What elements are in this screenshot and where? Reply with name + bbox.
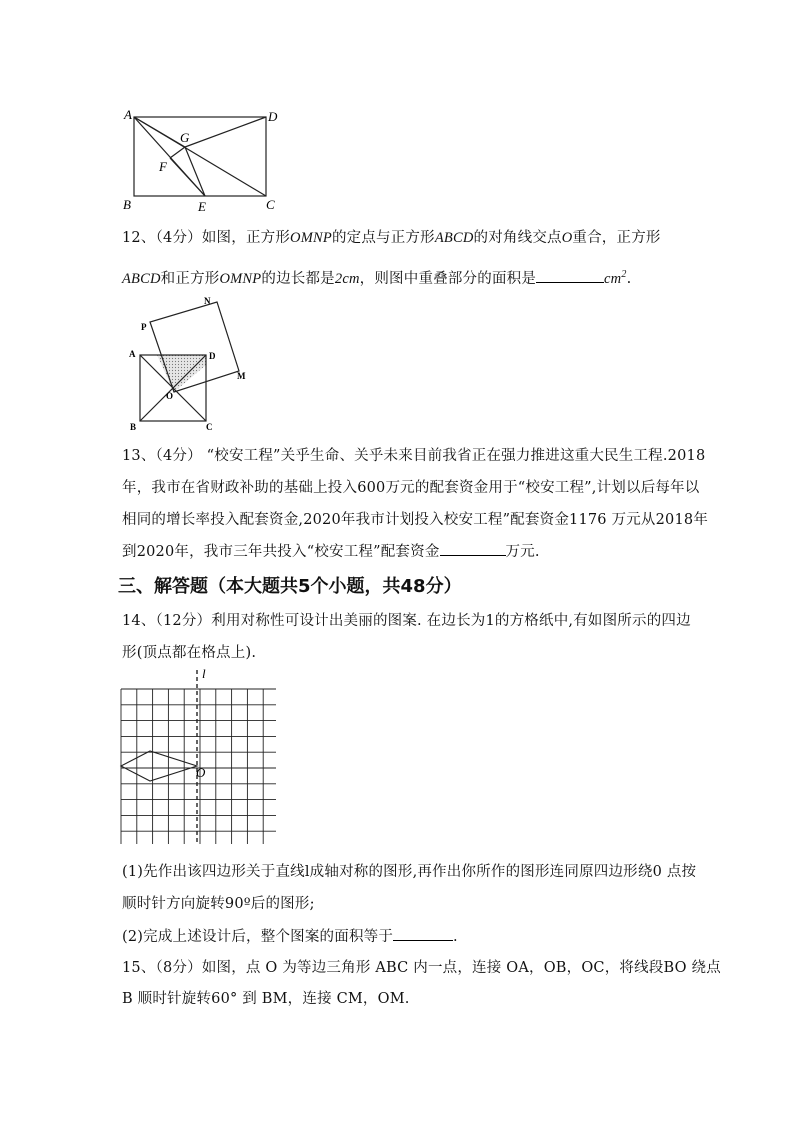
section-heading: 三、解答题（本大题共5个小题，共48分） <box>118 576 462 597</box>
label-f: F <box>159 159 167 174</box>
answer-blank[interactable] <box>536 268 604 283</box>
figure-overlapping-squares <box>120 292 260 438</box>
figure-grid <box>116 664 276 844</box>
label-n: N <box>204 296 211 306</box>
label-b: B <box>123 197 131 212</box>
q12-text: 的对角线交点 <box>473 230 562 246</box>
q12-text: 的边长都是 <box>261 270 335 287</box>
label-a: A <box>124 107 132 122</box>
label-d: D <box>268 109 278 124</box>
q12-number: 12、 <box>122 230 156 246</box>
q14-line-2: 形(顶点都在格点上). <box>122 645 257 661</box>
figure-rectangle-abcd <box>118 104 288 216</box>
q13-text: 到2020年，我市三年共投入“校安工程”配套资金 <box>122 544 440 560</box>
q12-text: 的定点与正方形 <box>331 230 435 246</box>
answer-blank[interactable] <box>440 541 506 556</box>
q12-abcd: ABCD <box>122 270 161 287</box>
q12-o: O <box>561 230 573 246</box>
q12-omnp: OMNP <box>219 270 262 287</box>
label-m: M <box>237 371 246 381</box>
label-o: O <box>166 391 174 401</box>
q12-unit: cm <box>604 270 622 287</box>
q13-line-3: 相同的增长率投入配套资金,2020年我市计划投入校安工程”配套资金1176 万元从2018年 <box>122 512 709 528</box>
q13-line-1: 13、（4分） “校安工程”关乎生命、关乎未来目前我省正在强力推进这重大民生工程.2018 <box>122 448 706 464</box>
q12-score: （4分） <box>155 230 202 246</box>
label-a: A <box>129 349 136 359</box>
q14-text: . <box>453 929 458 945</box>
q12-length: 2cm <box>334 270 360 287</box>
q12-text: 和正方形 <box>160 270 220 287</box>
label-c: C <box>266 197 275 212</box>
q15-line-2: B 顺时针旋转60° 到 BM，连接 CM，OM. <box>122 991 410 1007</box>
q12-line-1 <box>122 228 661 248</box>
q12-end: . <box>626 270 632 287</box>
q15-line-1: 15、（8分）如图，点 O 为等边三角形 ABC 内一点，连接 OA，OB，OC，将线段BO 绕点 <box>122 960 721 976</box>
q12-text: ，则图中重叠部分的面积是 <box>359 270 537 287</box>
label-o: O <box>196 765 206 780</box>
q14-sub1-line-2: 顺时针方向旋转90º后的图形; <box>122 896 315 912</box>
label-e: E <box>198 199 206 214</box>
label-g: G <box>180 130 190 145</box>
q14-text: (2)完成上述设计后，整个图案的面积等于 <box>122 929 394 945</box>
q14-line-1: 14、（12分）利用对称性可设计出美丽的图案. 在边长为1的方格纸中,有如图所示的四边 <box>122 613 691 629</box>
q13-line-2: 年，我市在省财政补助的基础上投入600万元的配套资金用于“校安工程”,计划以后每年以 <box>122 480 700 496</box>
q12-omnp: OMNP <box>290 230 332 246</box>
q14-sub1-line-1: (1)先作出该四边形关于直线l成轴对称的图形,再作出你所作的图形连同原四边形绕0 点按 <box>122 864 697 880</box>
q12-text: 重合，正方形 <box>572 230 661 246</box>
q13-text: 万元. <box>505 544 540 560</box>
label-c: C <box>206 422 213 432</box>
answer-blank[interactable] <box>393 926 453 941</box>
label-p: P <box>141 322 147 332</box>
q14-sub2 <box>122 926 458 947</box>
label-d: D <box>209 351 216 361</box>
q12-line-2 <box>122 265 631 289</box>
q12-text: 如图，正方形 <box>201 230 291 246</box>
q12-abcd: ABCD <box>434 230 474 246</box>
axis-label-l: l <box>202 666 206 681</box>
label-b: B <box>130 422 137 432</box>
q12-unit-sup: 2 <box>621 269 627 280</box>
q13-line-4 <box>122 541 540 562</box>
